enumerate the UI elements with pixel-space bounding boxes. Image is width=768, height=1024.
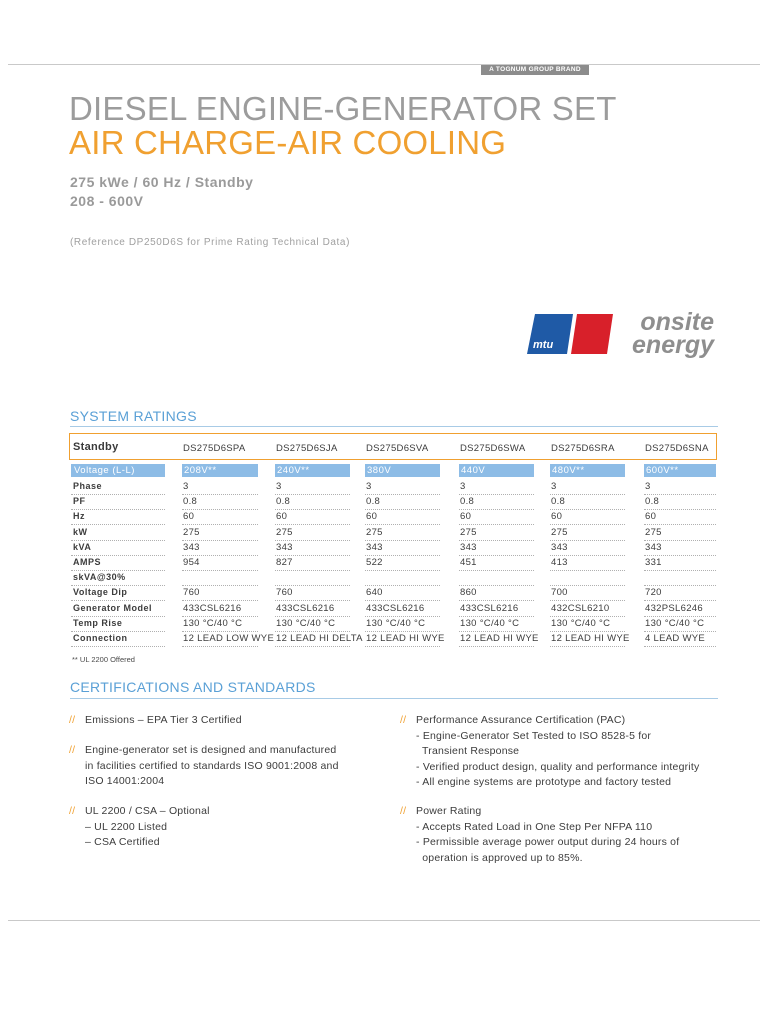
table-cell: 3 bbox=[645, 481, 651, 492]
table-cell: 60 bbox=[551, 511, 563, 523]
table-cell: 3 bbox=[460, 481, 466, 492]
reference-note: (Reference DP250D6S for Prime Rating Technical Data) bbox=[70, 237, 351, 248]
row-divider bbox=[182, 524, 258, 525]
row-divider bbox=[182, 631, 258, 632]
row-divider bbox=[365, 509, 440, 510]
row-divider bbox=[550, 585, 625, 586]
table-cell: 130 °C/40 °C bbox=[183, 617, 243, 629]
table-cell: 700 bbox=[551, 587, 568, 599]
row-divider bbox=[365, 555, 440, 556]
table-cell: 12 LEAD HI WYE bbox=[551, 633, 630, 644]
mtu-onsite-energy-logo bbox=[527, 310, 722, 360]
table-cell: 720 bbox=[645, 587, 662, 599]
bullet-marker: // bbox=[69, 805, 76, 817]
row-divider bbox=[550, 524, 625, 525]
table-cell: 827 bbox=[276, 557, 293, 568]
table-cell: 275 bbox=[276, 526, 293, 538]
row-divider bbox=[71, 616, 165, 617]
table-cell: 130 °C/40 °C bbox=[276, 617, 336, 629]
row-divider bbox=[644, 570, 716, 571]
row-divider bbox=[550, 600, 625, 601]
table-cell: 60 bbox=[366, 511, 378, 523]
row-divider bbox=[275, 616, 350, 617]
row-label: Generator Model bbox=[73, 602, 153, 613]
row-divider bbox=[275, 570, 350, 571]
bullet-marker: // bbox=[69, 744, 76, 756]
logo-red-block bbox=[571, 314, 613, 354]
row-divider bbox=[365, 570, 440, 571]
row-label: Hz bbox=[73, 511, 85, 522]
row-divider bbox=[275, 585, 350, 586]
table-cell: 0.8 bbox=[366, 496, 381, 508]
bullet-marker: // bbox=[400, 805, 407, 817]
table-cell: 343 bbox=[183, 541, 200, 553]
row-divider bbox=[71, 570, 165, 571]
row-divider bbox=[550, 570, 625, 571]
row-divider bbox=[459, 494, 534, 495]
table-cell: 433CSL6216 bbox=[366, 602, 425, 614]
row-divider bbox=[275, 555, 350, 556]
certification-line: UL 2200 / CSA – Optional bbox=[85, 805, 210, 817]
row-label: Voltage Dip bbox=[73, 587, 128, 598]
row-divider bbox=[365, 524, 440, 525]
row-divider bbox=[182, 646, 258, 647]
model-header: DS275D6SJA bbox=[276, 443, 338, 454]
voltage-value: 240V** bbox=[277, 465, 310, 476]
voltage-value: 380V bbox=[367, 465, 392, 476]
table-cell: 760 bbox=[276, 587, 293, 599]
row-divider bbox=[71, 646, 165, 647]
certification-line: – CSA Certified bbox=[85, 836, 160, 848]
table-cell: 331 bbox=[645, 557, 662, 568]
row-divider bbox=[182, 585, 258, 586]
logo-word-onsite: onsite bbox=[640, 308, 714, 336]
table-cell: 4 LEAD WYE bbox=[645, 633, 706, 644]
row-divider bbox=[459, 600, 534, 601]
row-divider bbox=[275, 540, 350, 541]
bullet-marker: // bbox=[69, 714, 76, 726]
table-cell: 130 °C/40 °C bbox=[460, 617, 520, 629]
page-title: DIESEL ENGINE-GENERATOR SET bbox=[69, 90, 617, 127]
rating-summary: 275 kWe / 60 Hz / Standby bbox=[70, 174, 254, 190]
row-divider bbox=[71, 631, 165, 632]
row-divider bbox=[459, 646, 534, 647]
row-divider bbox=[365, 585, 440, 586]
row-divider bbox=[275, 494, 350, 495]
table-cell: 432PSL6246 bbox=[645, 602, 703, 614]
table-cell: 12 LEAD HI DELTA bbox=[276, 633, 363, 644]
table-cell: 275 bbox=[183, 526, 200, 538]
row-divider bbox=[275, 600, 350, 601]
row-divider bbox=[550, 616, 625, 617]
row-label: PF bbox=[73, 496, 86, 507]
table-cell: 12 LEAD HI WYE bbox=[460, 633, 539, 644]
table-cell: 433CSL6216 bbox=[460, 602, 519, 614]
row-divider bbox=[644, 494, 716, 495]
model-header: DS275D6SNA bbox=[645, 443, 709, 454]
row-divider bbox=[71, 494, 165, 495]
page-subtitle: AIR CHARGE-AIR COOLING bbox=[69, 124, 507, 161]
certification-line: Engine-generator set is designed and manufactured bbox=[85, 744, 337, 756]
certification-line: Power Rating bbox=[416, 805, 482, 817]
model-header: DS275D6SVA bbox=[366, 443, 429, 454]
certification-line: - All engine systems are prototype and factory tested bbox=[416, 776, 672, 788]
row-divider bbox=[275, 631, 350, 632]
table-cell: 60 bbox=[276, 511, 288, 523]
row-divider bbox=[182, 555, 258, 556]
voltage-value: 600V** bbox=[646, 465, 679, 476]
table-cell: 760 bbox=[183, 587, 200, 599]
row-divider bbox=[365, 540, 440, 541]
table-cell: 0.8 bbox=[551, 496, 566, 508]
table-cell: 130 °C/40 °C bbox=[366, 617, 426, 629]
row-label: skVA@30% bbox=[73, 572, 126, 583]
model-header: DS275D6SRA bbox=[551, 443, 615, 454]
brand-tag: A TOGNUM GROUP BRAND bbox=[481, 65, 589, 75]
table-cell: 275 bbox=[366, 526, 383, 538]
table-cell: 0.8 bbox=[183, 496, 198, 508]
standby-label: Standby bbox=[73, 441, 119, 453]
row-divider bbox=[644, 540, 716, 541]
table-cell: 343 bbox=[551, 541, 568, 553]
table-cell: 60 bbox=[183, 511, 195, 523]
table-cell: 60 bbox=[460, 511, 472, 523]
row-divider bbox=[550, 540, 625, 541]
table-cell: 640 bbox=[366, 587, 383, 599]
row-divider bbox=[644, 646, 716, 647]
certifications-heading: CERTIFICATIONS AND STANDARDS bbox=[70, 679, 316, 695]
certification-line: - Accepts Rated Load in One Step Per NFPA 110 bbox=[416, 820, 653, 833]
table-cell: 343 bbox=[460, 541, 477, 553]
voltage-value: 480V** bbox=[552, 465, 585, 476]
ul-footnote: ** UL 2200 Offered bbox=[72, 655, 135, 664]
table-cell: 343 bbox=[276, 541, 293, 553]
row-divider bbox=[365, 494, 440, 495]
row-divider bbox=[182, 509, 258, 510]
table-cell: 433CSL6216 bbox=[183, 602, 242, 614]
row-divider bbox=[644, 585, 716, 586]
certification-line: ISO 14001:2004 bbox=[85, 775, 165, 787]
row-divider bbox=[275, 646, 350, 647]
voltage-value: 208V** bbox=[184, 465, 217, 476]
row-divider bbox=[550, 646, 625, 647]
row-divider bbox=[275, 509, 350, 510]
table-cell: 432CSL6210 bbox=[551, 602, 610, 614]
table-cell: 3 bbox=[551, 481, 557, 492]
row-label: Temp Rise bbox=[73, 617, 123, 628]
table-cell: 451 bbox=[460, 557, 477, 568]
certification-line: Transient Response bbox=[416, 745, 520, 757]
row-divider bbox=[459, 570, 534, 571]
row-divider bbox=[644, 600, 716, 601]
certification-line: – UL 2200 Listed bbox=[85, 820, 168, 833]
system-ratings-line bbox=[70, 426, 718, 427]
certification-line: - Verified product design, quality and performance integrity bbox=[416, 760, 700, 773]
certification-line: in facilities certified to standards ISO 9001:2008 and bbox=[85, 759, 339, 772]
top-rule bbox=[8, 64, 760, 65]
row-divider bbox=[182, 494, 258, 495]
certification-line: - Permissible average power output during 24 hours of bbox=[416, 836, 680, 848]
table-cell: 343 bbox=[645, 541, 662, 553]
table-cell: 3 bbox=[366, 481, 372, 492]
certification-line: Performance Assurance Certification (PAC) bbox=[416, 714, 626, 726]
row-divider bbox=[550, 555, 625, 556]
row-divider bbox=[71, 509, 165, 510]
certification-line: operation is approved up to 85%. bbox=[416, 851, 583, 864]
row-divider bbox=[365, 600, 440, 601]
logo-word-energy: energy bbox=[632, 331, 714, 359]
mtu-logo-icon bbox=[527, 314, 617, 358]
table-cell: 0.8 bbox=[645, 496, 660, 508]
table-cell: 3 bbox=[183, 481, 189, 492]
row-divider bbox=[182, 540, 258, 541]
row-divider bbox=[550, 509, 625, 510]
row-divider bbox=[182, 570, 258, 571]
table-cell: 130 °C/40 °C bbox=[551, 617, 611, 629]
voltage-value: 440V bbox=[461, 465, 486, 476]
table-cell: 130 °C/40 °C bbox=[645, 617, 705, 629]
table-cell: 12 LEAD LOW WYE bbox=[183, 633, 275, 644]
table-cell: 60 bbox=[645, 511, 657, 523]
table-cell: 954 bbox=[183, 557, 200, 568]
voltage-range: 208 - 600V bbox=[70, 193, 144, 209]
row-label: Phase bbox=[73, 481, 103, 491]
row-divider bbox=[365, 646, 440, 647]
mtu-text: mtu bbox=[533, 339, 554, 351]
table-cell: 12 LEAD HI WYE bbox=[366, 633, 445, 644]
table-cell: 0.8 bbox=[276, 496, 291, 508]
model-header: DS275D6SPA bbox=[183, 443, 246, 454]
row-divider bbox=[644, 555, 716, 556]
row-divider bbox=[459, 540, 534, 541]
certification-line: Emissions – EPA Tier 3 Certified bbox=[85, 714, 242, 726]
table-cell: 522 bbox=[366, 557, 383, 568]
row-divider bbox=[365, 631, 440, 632]
row-divider bbox=[459, 509, 534, 510]
row-label: kW bbox=[73, 526, 88, 537]
certifications-line bbox=[70, 698, 718, 699]
row-divider bbox=[644, 616, 716, 617]
row-divider bbox=[71, 540, 165, 541]
row-divider bbox=[71, 600, 165, 601]
table-cell: 433CSL6216 bbox=[276, 602, 335, 614]
row-label: kVA bbox=[73, 541, 92, 552]
row-divider bbox=[644, 509, 716, 510]
voltage-label: Voltage (L-L) bbox=[74, 465, 135, 476]
row-label: Connection bbox=[73, 633, 128, 643]
model-header: DS275D6SWA bbox=[460, 443, 526, 454]
table-cell: 275 bbox=[645, 526, 662, 538]
row-divider bbox=[71, 585, 165, 586]
table-cell: 275 bbox=[551, 526, 568, 538]
row-divider bbox=[275, 524, 350, 525]
row-divider bbox=[71, 524, 165, 525]
table-cell: 860 bbox=[460, 587, 477, 599]
table-cell: 413 bbox=[551, 557, 568, 568]
row-divider bbox=[71, 555, 165, 556]
row-divider bbox=[459, 555, 534, 556]
bullet-marker: // bbox=[400, 714, 407, 726]
row-divider bbox=[644, 524, 716, 525]
bottom-rule bbox=[8, 920, 760, 921]
certification-line: - Engine-Generator Set Tested to ISO 8528-5 for bbox=[416, 729, 652, 742]
row-divider bbox=[644, 631, 716, 632]
row-divider bbox=[550, 631, 625, 632]
row-divider bbox=[459, 631, 534, 632]
table-cell: 275 bbox=[460, 526, 477, 538]
row-divider bbox=[365, 616, 440, 617]
row-divider bbox=[550, 494, 625, 495]
table-cell: 343 bbox=[366, 541, 383, 553]
row-divider bbox=[182, 616, 258, 617]
row-divider bbox=[459, 585, 534, 586]
system-ratings-heading: SYSTEM RATINGS bbox=[70, 408, 197, 424]
table-cell: 3 bbox=[276, 481, 282, 492]
row-divider bbox=[182, 600, 258, 601]
row-divider bbox=[459, 616, 534, 617]
table-cell: 0.8 bbox=[460, 496, 475, 508]
row-divider bbox=[459, 524, 534, 525]
row-label: AMPS bbox=[73, 557, 102, 567]
